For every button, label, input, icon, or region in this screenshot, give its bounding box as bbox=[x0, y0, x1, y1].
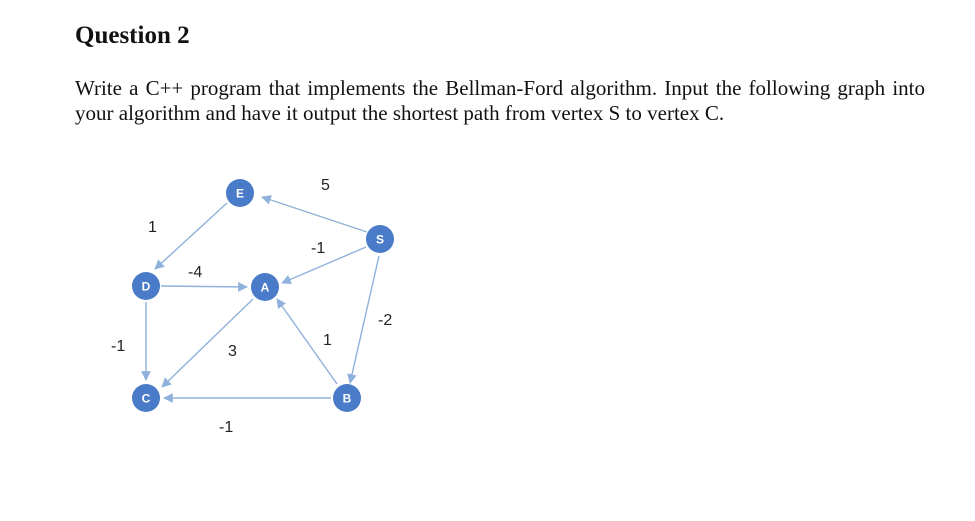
weight-b-a: 1 bbox=[323, 332, 332, 349]
edge-e-d bbox=[155, 203, 227, 269]
weight-s-e: 5 bbox=[321, 177, 330, 194]
weight-s-b: -2 bbox=[378, 312, 393, 329]
question-heading: Question 2 bbox=[75, 22, 190, 49]
node-c bbox=[132, 384, 160, 412]
edge-a-c bbox=[162, 299, 253, 387]
edge-s-b bbox=[350, 256, 379, 383]
weight-e-d: 1 bbox=[148, 219, 157, 236]
edge-s-e bbox=[262, 197, 367, 232]
weight-d-c: -1 bbox=[111, 338, 126, 355]
question-prompt: Write a C++ program that implements the Bellman-Ford algorithm. Input the following graph into your algorithm and have it output the shortest path from vertex S to vertex C. bbox=[75, 76, 925, 125]
node-s-label: S bbox=[375, 232, 385, 247]
weight-a-c: 3 bbox=[228, 343, 237, 360]
node-e bbox=[226, 179, 254, 207]
node-s bbox=[366, 225, 394, 253]
node-d-label: D bbox=[141, 279, 151, 294]
node-b-label: B bbox=[342, 391, 352, 406]
edge-d-a bbox=[161, 286, 247, 287]
node-c-label: C bbox=[141, 391, 151, 406]
node-e-label: E bbox=[235, 186, 245, 201]
weight-s-a: -1 bbox=[311, 240, 326, 257]
node-d bbox=[132, 272, 160, 300]
node-b bbox=[333, 384, 361, 412]
node-a bbox=[251, 273, 279, 301]
weight-b-c: -1 bbox=[219, 419, 234, 436]
node-a-label: A bbox=[260, 280, 270, 295]
weight-d-a: -4 bbox=[188, 264, 203, 281]
